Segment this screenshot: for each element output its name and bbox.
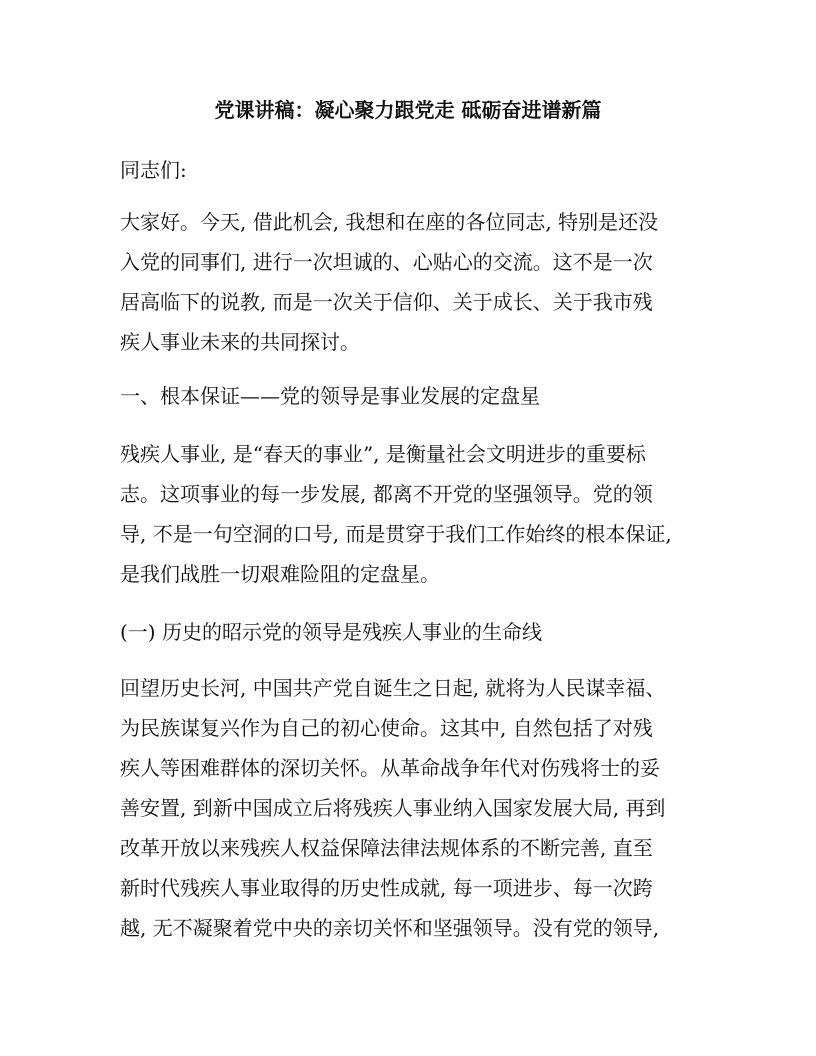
subsection-heading [120, 612, 710, 652]
page-title: 党课讲稿：凝心聚力跟党走 砥砺奋进谱新篇 [214, 98, 602, 122]
section-line: 是我们战胜一切艰难险阻的定盘星。 [120, 562, 440, 586]
subsection-line: 改革开放以来残疾人权益保障法律法规体系的不断完善, 直至 [120, 836, 653, 860]
subsection-line: 越, 无不凝聚着党中央的亲切关怀和坚强领导。没有党的领导, [120, 916, 660, 940]
intro-line: 大家好。今天, 借此机会, 我想和在座的各位同志, 特别是还没 [120, 210, 659, 234]
salutation-line: 同志们: [120, 158, 187, 182]
intro-line: 疾人事业未来的共同探讨。 [120, 330, 360, 354]
subsection-line: 疾人等困难群体的深切关怀。从革命战争年代对伤残将士的妥 [120, 756, 660, 780]
subsection-line: 善安置, 到新中国成立后将残疾人事业纳入国家发展大局, 再到 [120, 796, 666, 820]
intro-paragraph [120, 202, 710, 362]
intro-line: 居高临下的说教, 而是一次关于信仰、关于成长、关于我市残 [120, 290, 653, 314]
section-line: 志。这项事业的每一步发展, 都离不开党的坚强领导。党的领 [120, 482, 653, 506]
subsection-line: 为民族谋复兴作为自己的初心使命。这其中, 自然包括了对残 [120, 716, 653, 740]
subsection-paragraph [120, 668, 710, 948]
subsection-heading-line: (一) 历史的昭示党的领导是残疾人事业的生命线 [120, 620, 542, 644]
section-line: 导, 不是一句空洞的口号, 而是贯穿于我们工作始终的根本保证, [120, 522, 672, 546]
section-heading-line: 一、根本保证——党的领导是事业发展的定盘星 [120, 384, 540, 408]
section-line: 残疾人事业, 是“春天的事业”, 是衡量社会文明进步的重要标 [120, 442, 646, 466]
subsection-line: 新时代残疾人事业取得的历史性成就, 每一项进步、每一次跨 [120, 876, 653, 900]
salutation [120, 150, 710, 190]
intro-line: 入党的同事们, 进行一次坦诚的、心贴心的交流。这不是一次 [120, 250, 653, 274]
section-heading [120, 376, 710, 416]
subsection-line: 回望历史长河, 中国共产党自诞生之日起, 就将为人民谋幸福、 [120, 676, 666, 700]
section-paragraph [120, 434, 710, 594]
